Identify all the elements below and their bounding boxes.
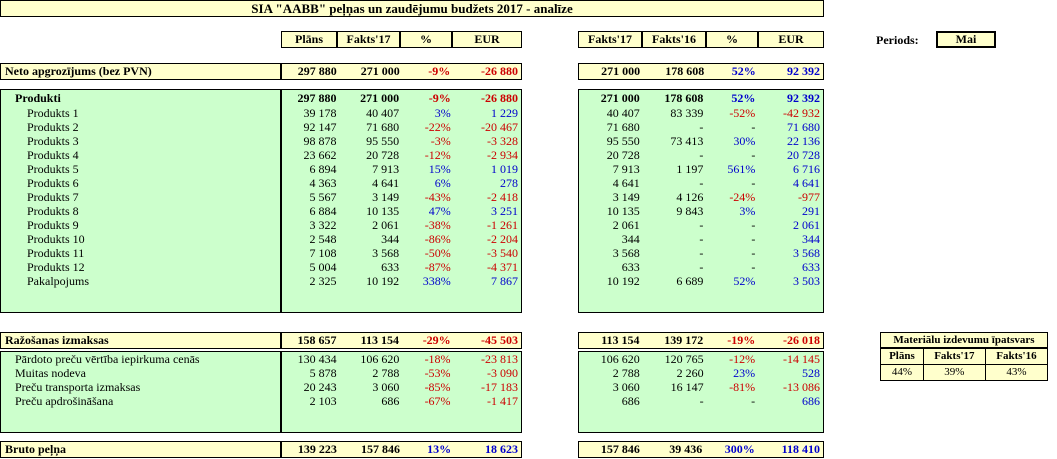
product-label: Produkts 11 <box>27 246 85 260</box>
cell-value: -24% <box>729 190 756 204</box>
cell-value: 6 716 <box>793 162 820 176</box>
product-label: Produkts 10 <box>27 232 85 246</box>
cell-value: 2 061 <box>793 218 820 232</box>
row-neto-right-values <box>578 63 824 80</box>
cell-value: 40 407 <box>606 106 640 120</box>
cell-value: - <box>751 394 756 408</box>
razosana-label: Ražošanas izmaksas <box>5 333 109 347</box>
row-bruto-label <box>0 441 281 458</box>
cell-value: -18% <box>424 352 451 366</box>
costs-label-block <box>0 351 281 433</box>
cell-value: 338% <box>422 274 451 288</box>
cell-value: 71 680 <box>606 120 640 134</box>
cell-value: -86% <box>424 232 451 246</box>
cell-value: - <box>751 260 756 274</box>
cell-value: -2 204 <box>487 232 518 246</box>
cell-value: 344 <box>621 232 640 246</box>
cell-value: -12% <box>729 352 756 366</box>
cell-value: 20 728 <box>366 148 400 162</box>
cell-value: 7 867 <box>491 274 518 288</box>
cell-value: 98 878 <box>303 134 337 148</box>
cell-value: -81% <box>729 380 756 394</box>
cell-value: 1 019 <box>491 162 518 176</box>
products-left-values-block <box>281 89 522 313</box>
cell-value: - <box>699 148 704 162</box>
cell-value: 95 550 <box>366 134 400 148</box>
cell-value: 106 620 <box>360 352 400 366</box>
product-label: Pakalpojums <box>27 274 89 288</box>
bruto-right-fakts17: 157 846 <box>600 442 640 456</box>
cell-value: - <box>699 176 704 190</box>
cell-value: -53% <box>424 366 451 380</box>
products-label-block <box>0 89 281 313</box>
neto-right-eur: 92 392 <box>787 64 820 78</box>
bruto-right-pct: 300% <box>724 442 755 456</box>
cell-value: 3 149 <box>372 190 400 204</box>
products-header-eur: -26 880 <box>481 91 518 105</box>
cell-value: -13 086 <box>783 380 820 394</box>
bruto-left-plans: 139 223 <box>297 442 337 456</box>
cell-value: 20 728 <box>606 148 640 162</box>
cell-value: 120 765 <box>664 352 704 366</box>
material-header-fakts16: Fakts'16 <box>985 349 1047 365</box>
page-title: SIA "AABB" peļņas un zaudējumu budžets 2017 - analīze <box>0 0 824 17</box>
row-razosana-label <box>0 332 281 349</box>
products-header-r-pct: 52% <box>731 91 756 105</box>
products-header-r-fakts16: 178 608 <box>664 91 704 105</box>
cell-value: -23 813 <box>481 352 518 366</box>
bruto-left-fakts17: 157 846 <box>360 442 400 456</box>
cell-value: - <box>699 394 704 408</box>
cell-value: 15% <box>428 162 451 176</box>
cell-value: 3 322 <box>309 218 337 232</box>
material-value-fakts16: 43% <box>985 365 1047 381</box>
cell-value: 561% <box>727 162 756 176</box>
cell-value: 4 126 <box>676 190 704 204</box>
cell-value: 2 103 <box>309 394 337 408</box>
product-label: Produkts 6 <box>27 176 79 190</box>
bruto-left-eur: 18 623 <box>485 442 518 456</box>
cell-value: 686 <box>621 394 640 408</box>
cell-value: 2 061 <box>612 218 640 232</box>
col-header-pct-left: % <box>400 31 452 48</box>
bruto-label: Bruto peļņa <box>5 442 67 456</box>
cell-value: 71 680 <box>787 120 820 134</box>
cell-value: - <box>751 246 756 260</box>
cell-value: 2 548 <box>309 232 337 246</box>
cell-value: 528 <box>802 366 820 380</box>
cell-value: 6 884 <box>309 204 337 218</box>
cell-value: -17 183 <box>481 380 518 394</box>
cell-value: -43% <box>424 190 451 204</box>
neto-right-fakts16: 178 608 <box>665 64 705 78</box>
cell-value: 10 192 <box>606 274 640 288</box>
bruto-right-fakts16: 39 436 <box>669 442 703 456</box>
cell-value: - <box>699 120 704 134</box>
bruto-left-pct: 13% <box>427 442 452 456</box>
cell-value: -3 328 <box>487 134 518 148</box>
cell-value: -12% <box>424 148 451 162</box>
cell-value: 22 136 <box>787 134 820 148</box>
cell-value: 6 894 <box>309 162 337 176</box>
products-header-r-eur: 92 392 <box>787 91 820 105</box>
cell-value: 686 <box>802 394 820 408</box>
cell-value: -1 261 <box>487 218 518 232</box>
cell-value: 20 728 <box>787 148 820 162</box>
product-label: Produkts 12 <box>27 260 85 274</box>
row-bruto-left-values <box>281 441 522 458</box>
cell-value: -3 540 <box>487 246 518 260</box>
cell-value: 3% <box>739 204 756 218</box>
cell-value: 3 503 <box>793 274 820 288</box>
product-label: Produkts 7 <box>27 190 79 204</box>
cell-value: 7 913 <box>612 162 640 176</box>
cell-value: -20 467 <box>481 120 518 134</box>
cell-value: 6% <box>434 176 451 190</box>
cell-value: 2 260 <box>676 366 704 380</box>
cell-value: - <box>699 260 704 274</box>
cell-value: -14 145 <box>783 352 820 366</box>
col-header-eur-left: EUR <box>452 31 522 48</box>
col-header-eur-right: EUR <box>758 31 824 48</box>
cell-value: 1 229 <box>491 106 518 120</box>
cell-value: -87% <box>424 260 451 274</box>
razosana-right-pct: -19% <box>727 333 756 347</box>
costs-right-values-block <box>578 351 824 433</box>
cell-value: 291 <box>802 204 820 218</box>
cell-value: 7 913 <box>372 162 400 176</box>
cell-value: 10 135 <box>366 204 400 218</box>
cell-value: 7 108 <box>309 246 337 260</box>
material-share-box <box>880 332 1048 381</box>
product-label: Produkts 2 <box>27 120 79 134</box>
cell-value: 4 641 <box>612 176 640 190</box>
cell-value: 6 689 <box>676 274 704 288</box>
cell-value: - <box>751 148 756 162</box>
cell-value: 30% <box>733 134 756 148</box>
col-header-pct-right: % <box>706 31 758 48</box>
cell-value: 71 680 <box>366 120 400 134</box>
cell-value: 3 060 <box>612 380 640 394</box>
cell-value: 16 147 <box>670 380 704 394</box>
cell-value: 278 <box>500 176 518 190</box>
cell-value: -2 418 <box>487 190 518 204</box>
cell-value: -38% <box>424 218 451 232</box>
cell-value: 9 843 <box>676 204 704 218</box>
costs-left-values-block <box>281 351 522 433</box>
razosana-right-eur: -26 018 <box>783 333 820 347</box>
cell-value: -42 932 <box>783 106 820 120</box>
cell-value: - <box>751 232 756 246</box>
cell-value: 47% <box>428 204 451 218</box>
neto-left-fakts17: 271 000 <box>360 64 400 78</box>
cost-label: Preču transporta izmaksas <box>15 380 141 394</box>
cell-value: 686 <box>381 394 400 408</box>
cell-value: - <box>751 120 756 134</box>
cell-value: -1 417 <box>487 394 518 408</box>
products-header-fakts17: 271 000 <box>360 91 400 105</box>
cell-value: 95 550 <box>606 134 640 148</box>
cell-value: 52% <box>733 274 756 288</box>
cost-label: Pārdoto preču vērtība iepirkuma cenās <box>15 352 200 366</box>
cell-value: 5 567 <box>309 190 337 204</box>
cell-value: 20 243 <box>303 380 337 394</box>
cell-value: -52% <box>729 106 756 120</box>
cell-value: 3 568 <box>793 246 820 260</box>
cell-value: 130 434 <box>297 352 337 366</box>
product-label: Produkts 5 <box>27 162 79 176</box>
razosana-left-eur: -45 503 <box>481 333 518 347</box>
cell-value: - <box>751 176 756 190</box>
cell-value: 4 641 <box>793 176 820 190</box>
cell-value: 5 878 <box>309 366 337 380</box>
cell-value: 73 413 <box>670 134 704 148</box>
material-value-fakts17: 39% <box>923 365 985 381</box>
cell-value: 23% <box>733 366 756 380</box>
products-right-values-block <box>578 89 824 313</box>
cell-value: - <box>751 218 756 232</box>
cell-value: 3 149 <box>612 190 640 204</box>
cell-value: - <box>699 246 704 260</box>
cell-value: -85% <box>424 380 451 394</box>
products-header-label: Produkti <box>15 91 61 105</box>
cell-value: 3 060 <box>372 380 400 394</box>
row-razosana-left-values <box>281 332 522 349</box>
product-label: Produkts 8 <box>27 204 79 218</box>
cell-value: 2 325 <box>309 274 337 288</box>
cell-value: -3% <box>430 134 451 148</box>
row-bruto-right-values <box>578 441 824 458</box>
col-header-plans: Plāns <box>281 31 337 48</box>
cell-value: 3% <box>434 106 451 120</box>
neto-left-pct: -9% <box>428 64 451 78</box>
cell-value: 40 407 <box>366 106 400 120</box>
cell-value: 2 061 <box>372 218 400 232</box>
razosana-left-fakts17: 113 154 <box>360 333 400 347</box>
period-label: Periods: <box>876 33 919 47</box>
product-label: Produkts 3 <box>27 134 79 148</box>
neto-right-fakts17: 271 000 <box>601 64 641 78</box>
cell-value: 10 192 <box>366 274 400 288</box>
razosana-left-plans: 158 657 <box>297 333 337 347</box>
cell-value: 1 197 <box>676 162 704 176</box>
cell-value: 2 788 <box>612 366 640 380</box>
neto-left-plans: 297 880 <box>297 64 337 78</box>
neto-label: Neto apgrozījums (bez PVN) <box>5 64 152 78</box>
row-neto-label <box>0 63 281 80</box>
cell-value: -50% <box>424 246 451 260</box>
cell-value: 92 147 <box>303 120 337 134</box>
products-header-r-fakts17: 271 000 <box>600 91 640 105</box>
cell-value: 3 568 <box>612 246 640 260</box>
material-header-fakts17: Fakts'17 <box>923 349 985 365</box>
bruto-right-eur: 118 410 <box>781 442 820 456</box>
cell-value: 344 <box>381 232 400 246</box>
cell-value: 83 339 <box>670 106 704 120</box>
cell-value: 10 135 <box>606 204 640 218</box>
cell-value: 633 <box>381 260 400 274</box>
cell-value: 3 251 <box>491 204 518 218</box>
cell-value: -3 090 <box>487 366 518 380</box>
neto-right-pct: 52% <box>731 64 756 78</box>
razosana-left-pct: -29% <box>422 333 451 347</box>
products-header-plans: 297 880 <box>297 91 337 105</box>
cell-value: - <box>699 218 704 232</box>
material-share-title: Materiālu izdevumu īpatsvars <box>880 332 1048 348</box>
col-header-fakts17-right: Fakts'17 <box>578 31 642 48</box>
cell-value: 2 788 <box>372 366 400 380</box>
razosana-right-fakts17: 113 154 <box>601 333 640 347</box>
row-razosana-right-values <box>578 332 824 349</box>
cell-value: 4 363 <box>309 176 337 190</box>
cell-value: 344 <box>802 232 820 246</box>
col-header-fakts17-left: Fakts'17 <box>337 31 400 48</box>
material-value-plans: 44% <box>881 365 924 381</box>
cell-value: 633 <box>802 260 820 274</box>
cell-value: 4 641 <box>372 176 400 190</box>
cell-value: 39 178 <box>303 106 337 120</box>
cell-value: 23 662 <box>303 148 337 162</box>
cell-value: 633 <box>621 260 640 274</box>
cell-value: 3 568 <box>372 246 400 260</box>
cell-value: -2 934 <box>487 148 518 162</box>
row-neto-left-values <box>281 63 522 80</box>
razosana-right-fakts16: 139 172 <box>664 333 704 347</box>
cell-value: -4 371 <box>487 260 518 274</box>
product-label: Produkts 4 <box>27 148 79 162</box>
product-label: Produkts 1 <box>27 106 79 120</box>
cell-value: -67% <box>424 394 451 408</box>
period-value[interactable]: Mai <box>936 31 996 48</box>
products-header-pct: -9% <box>428 91 451 105</box>
neto-left-eur: -26 880 <box>481 64 518 78</box>
material-header-plans: Plāns <box>881 349 924 365</box>
cell-value: -977 <box>798 190 820 204</box>
cell-value: 5 004 <box>309 260 337 274</box>
cost-label: Preču apdrošināšana <box>15 394 114 408</box>
cell-value: -22% <box>424 120 451 134</box>
col-header-fakts16-right: Fakts'16 <box>642 31 706 48</box>
cell-value: 106 620 <box>600 352 640 366</box>
cost-label: Muitas nodeva <box>15 366 86 380</box>
product-label: Produkts 9 <box>27 218 79 232</box>
cell-value: - <box>699 232 704 246</box>
